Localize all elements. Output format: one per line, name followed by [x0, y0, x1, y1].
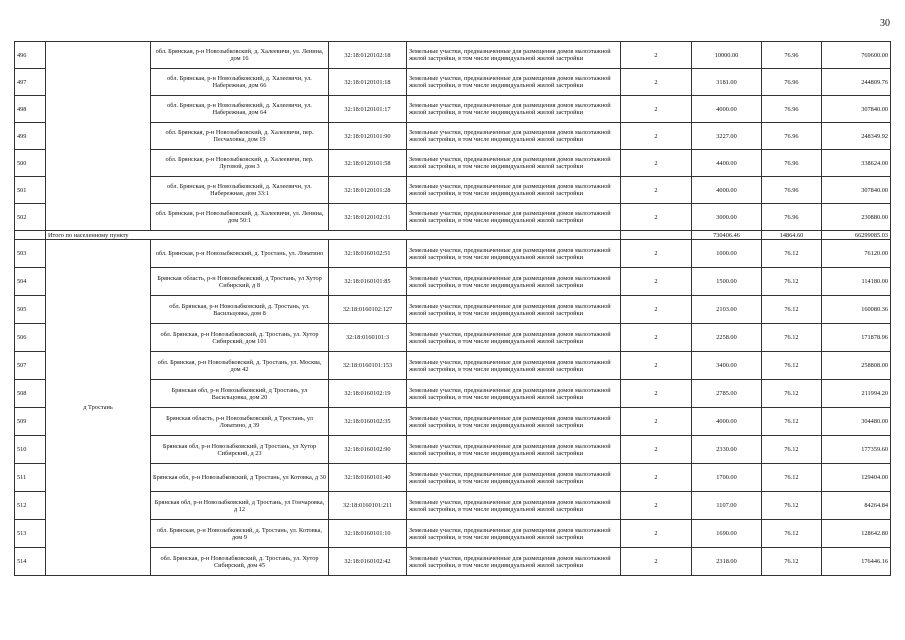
category-cell: 2 [621, 380, 692, 408]
rate-cell: 76.12 [762, 352, 822, 380]
address-cell: Брянская обл, р-н Новозыбковский, д Тростань, ул Васильцовка, дом 20 [151, 380, 329, 408]
category-cell: 2 [621, 204, 692, 231]
row-number: 499 [15, 123, 46, 150]
category-cell: 2 [621, 324, 692, 352]
address-cell: Брянская обл, р-н Новозыбковский, д Тростань, ул Котовка, д 30 [151, 464, 329, 492]
rate-cell: 76.96 [762, 150, 822, 177]
land-use-cell: Земельные участки, предназначенные для размещения домов малоэтажной жилой застройки, в том числе индивидуальной жилой застройки [407, 150, 621, 177]
rate-cell: 76.96 [762, 123, 822, 150]
cadastral-number-cell: 32:18:0160102:42 [329, 548, 407, 576]
land-use-cell: Земельные участки, предназначенные для размещения домов малоэтажной жилой застройки, в том числе индивидуальной жилой застройки [407, 380, 621, 408]
rate-cell: 76.96 [762, 42, 822, 69]
land-use-cell: Земельные участки, предназначенные для размещения домов малоэтажной жилой застройки, в том числе индивидуальной жилой застройки [407, 436, 621, 464]
row-number: 502 [15, 204, 46, 231]
land-use-cell: Земельные участки, предназначенные для размещения домов малоэтажной жилой застройки, в том числе индивидуальной жилой застройки [407, 69, 621, 96]
address-cell: обл. Брянская, р-н Новозыбковский, д. Тростань, ул. Васильцовка, дом 8 [151, 296, 329, 324]
table-row [15, 240, 891, 268]
cadastral-number-cell: 32:18:0160101:153 [329, 352, 407, 380]
settlement-name [46, 42, 151, 231]
address-cell: обл. Брянская, р-н Новозыбковский, д. Халеевичи, ул. Набережная, дом 66 [151, 69, 329, 96]
cadastral-number-cell: 32:18:0120101:58 [329, 150, 407, 177]
land-use-cell: Земельные участки, предназначенные для размещения домов малоэтажной жилой застройки, в том числе индивидуальной жилой застройки [407, 296, 621, 324]
rate-cell: 76.96 [762, 204, 822, 231]
area-cell: 4000.00 [692, 408, 762, 436]
area-cell: 3181.00 [692, 69, 762, 96]
cadastral-value-cell: 171878.96 [822, 324, 891, 352]
cadastral-number-cell: 32:18:0120101:18 [329, 69, 407, 96]
rate-cell: 76.12 [762, 240, 822, 268]
area-cell: 4000.00 [692, 177, 762, 204]
cadastral-value-cell: 114180.00 [822, 268, 891, 296]
row-number: 508 [15, 380, 46, 408]
row-number: 498 [15, 96, 46, 123]
rate-cell: 76.12 [762, 520, 822, 548]
area-cell: 10000.00 [692, 42, 762, 69]
land-use-cell: Земельные участки, предназначенные для размещения домов малоэтажной жилой застройки, в том числе индивидуальной жилой застройки [407, 123, 621, 150]
land-use-cell: Земельные участки, предназначенные для размещения домов малоэтажной жилой застройки, в том числе индивидуальной жилой застройки [407, 464, 621, 492]
rate-cell: 76.96 [762, 69, 822, 96]
address-cell: Брянская обл, р-н Новозыбковский, д Тростань, ул Гончаровка, д 12 [151, 492, 329, 520]
table-row [15, 42, 891, 69]
rate-cell: 76.12 [762, 464, 822, 492]
rate-cell: 76.12 [762, 268, 822, 296]
area-cell: 2318.00 [692, 548, 762, 576]
land-use-cell: Земельные участки, предназначенные для размещения домов малоэтажной жилой застройки, в том числе индивидуальной жилой застройки [407, 492, 621, 520]
address-cell: Брянская область, р-н Новозыбковский, д Тростань, ул Ловатино, д 39 [151, 408, 329, 436]
cadastral-value-cell: 307840.00 [822, 96, 891, 123]
row-number: 501 [15, 177, 46, 204]
area-cell: 1107.00 [692, 492, 762, 520]
cadastral-value-cell: 76120.00 [822, 240, 891, 268]
land-registry-table [14, 41, 891, 576]
land-use-cell: Земельные участки, предназначенные для размещения домов малоэтажной жилой застройки, в том числе индивидуальной жилой застройки [407, 42, 621, 69]
category-cell: 2 [621, 150, 692, 177]
address-cell: обл. Брянская, р-н Новозыбковский, д. Халеевичи, ул. Набережная, дом 64 [151, 96, 329, 123]
area-cell: 4000.00 [692, 96, 762, 123]
category-cell: 2 [621, 436, 692, 464]
cadastral-number-cell: 32:18:0160102:90 [329, 436, 407, 464]
row-number: 496 [15, 42, 46, 69]
cadastral-value-cell: 128642.80 [822, 520, 891, 548]
address-cell: обл. Брянская, р-н Новозыбковский, д. Халеевичи, пер. Песчаховка, дом 19 [151, 123, 329, 150]
address-cell: обл. Брянская, р-н Новозыбковский, д. Тростань, ул. Хутор Сибирский, дом 45 [151, 548, 329, 576]
address-cell: обл. Брянская, р-н Новозыбковский, д. Тростань, ул. Ловатино [151, 240, 329, 268]
address-cell: обл. Брянская, р-н Новозыбковский, д. Тростань, ул. Котовка, дом 9 [151, 520, 329, 548]
land-use-cell: Земельные участки, предназначенные для размещения домов малоэтажной жилой застройки, в том числе индивидуальной жилой застройки [407, 324, 621, 352]
cadastral-value-cell: 129404.00 [822, 464, 891, 492]
cadastral-number-cell: 32:18:0160102:127 [329, 296, 407, 324]
page-number: 30 [880, 18, 890, 29]
cadastral-value-cell: 338624.00 [822, 150, 891, 177]
total-spacer [15, 231, 46, 240]
land-use-cell: Земельные участки, предназначенные для размещения домов малоэтажной жилой застройки, в том числе индивидуальной жилой застройки [407, 268, 621, 296]
cadastral-value-cell: 248349.92 [822, 123, 891, 150]
cadastral-value-cell: 176446.16 [822, 548, 891, 576]
land-use-cell: Земельные участки, предназначенные для размещения домов малоэтажной жилой застройки, в том числе индивидуальной жилой застройки [407, 408, 621, 436]
rate-cell: 76.12 [762, 492, 822, 520]
cadastral-value-cell: 177359.60 [822, 436, 891, 464]
area-cell: 2103.00 [692, 296, 762, 324]
cadastral-value-cell: 230880.00 [822, 204, 891, 231]
area-cell: 4400.00 [692, 150, 762, 177]
total-empty [621, 231, 692, 240]
rate-cell: 76.96 [762, 177, 822, 204]
rate-cell: 76.96 [762, 96, 822, 123]
table-body [15, 42, 891, 576]
row-number: 500 [15, 150, 46, 177]
row-number: 513 [15, 520, 46, 548]
land-use-cell: Земельные участки, предназначенные для размещения домов малоэтажной жилой застройки, в том числе индивидуальной жилой застройки [407, 548, 621, 576]
cadastral-value-cell: 769600.00 [822, 42, 891, 69]
category-cell: 2 [621, 69, 692, 96]
rate-cell: 76.12 [762, 324, 822, 352]
area-cell: 1700.00 [692, 464, 762, 492]
area-cell: 1500.00 [692, 268, 762, 296]
cadastral-number-cell: 32:18:0160101:211 [329, 492, 407, 520]
cadastral-number-cell: 32:18:0120101:28 [329, 177, 407, 204]
land-use-cell: Земельные участки, предназначенные для размещения домов малоэтажной жилой застройки, в том числе индивидуальной жилой застройки [407, 177, 621, 204]
cadastral-value-cell: 258808.00 [822, 352, 891, 380]
category-cell: 2 [621, 177, 692, 204]
address-cell: обл. Брянская, р-н Новозыбковский, д. Халеевичи, ул. Набережная, дом 33:1 [151, 177, 329, 204]
area-cell: 3400.00 [692, 352, 762, 380]
cadastral-number-cell: 32:18:0160101:3 [329, 324, 407, 352]
category-cell: 2 [621, 123, 692, 150]
row-number: 505 [15, 296, 46, 324]
row-number: 504 [15, 268, 46, 296]
total-area: 730406.46 [692, 231, 762, 240]
category-cell: 2 [621, 352, 692, 380]
cadastral-number-cell: 32:18:0120102:31 [329, 204, 407, 231]
area-cell: 1000.00 [692, 240, 762, 268]
row-number: 509 [15, 408, 46, 436]
cadastral-value-cell: 160080.36 [822, 296, 891, 324]
land-use-cell: Земельные участки, предназначенные для размещения домов малоэтажной жилой застройки, в том числе индивидуальной жилой застройки [407, 520, 621, 548]
row-number: 511 [15, 464, 46, 492]
cadastral-value-cell: 304480.00 [822, 408, 891, 436]
area-cell: 3227.00 [692, 123, 762, 150]
land-use-cell: Земельные участки, предназначенные для размещения домов малоэтажной жилой застройки, в том числе индивидуальной жилой застройки [407, 352, 621, 380]
cadastral-number-cell: 32:18:0160101:40 [329, 464, 407, 492]
cadastral-number-cell: 32:18:0160102:35 [329, 408, 407, 436]
category-cell: 2 [621, 520, 692, 548]
category-cell: 2 [621, 240, 692, 268]
total-row [15, 231, 891, 240]
area-cell: 1690.00 [692, 520, 762, 548]
address-cell: обл. Брянская, р-н Новозыбковский, д. Халеевичи, ул. Ленина, дом 16 [151, 42, 329, 69]
cadastral-number-cell: 32:18:0160101:85 [329, 268, 407, 296]
cadastral-number-cell: 32:18:0120101:90 [329, 123, 407, 150]
row-number: 497 [15, 69, 46, 96]
row-number: 510 [15, 436, 46, 464]
address-cell: обл. Брянская, р-н Новозыбковский, д. Халеевичи, пер. Луговой, дом 3 [151, 150, 329, 177]
rate-cell: 76.12 [762, 296, 822, 324]
category-cell: 2 [621, 548, 692, 576]
row-number: 506 [15, 324, 46, 352]
category-cell: 2 [621, 296, 692, 324]
cadastral-value-cell: 211994.20 [822, 380, 891, 408]
land-use-cell: Земельные участки, предназначенные для размещения домов малоэтажной жилой застройки, в том числе индивидуальной жилой застройки [407, 96, 621, 123]
cadastral-number-cell: 32:18:0120101:17 [329, 96, 407, 123]
land-use-cell: Земельные участки, предназначенные для размещения домов малоэтажной жилой застройки, в том числе индивидуальной жилой застройки [407, 240, 621, 268]
category-cell: 2 [621, 408, 692, 436]
address-cell: обл. Брянская, р-н Новозыбковский, д. Халеевичи, ул. Ленина, дом 50:1 [151, 204, 329, 231]
cadastral-value-cell: 244809.76 [822, 69, 891, 96]
category-cell: 2 [621, 42, 692, 69]
category-cell: 2 [621, 492, 692, 520]
row-number: 514 [15, 548, 46, 576]
row-number: 503 [15, 240, 46, 268]
row-number: 512 [15, 492, 46, 520]
address-cell: обл. Брянская, р-н Новозыбковский, д. Тростань, ул. Москва, дом 42 [151, 352, 329, 380]
row-number: 507 [15, 352, 46, 380]
cadastral-number-cell: 32:18:0160101:10 [329, 520, 407, 548]
area-cell: 2258.00 [692, 324, 762, 352]
total-value: 66299085.03 [822, 231, 891, 240]
rate-cell: 76.12 [762, 548, 822, 576]
address-cell: обл. Брянская, р-н Новозыбковский, д. Тростань, ул. Хутор Сибирский, дом 101 [151, 324, 329, 352]
rate-cell: 76.12 [762, 380, 822, 408]
total-label: Итого по населенному пункту [46, 231, 621, 240]
category-cell: 2 [621, 464, 692, 492]
address-cell: Брянская обл, р-н Новозыбковский, д Тростань, ул Хутор Сибирский, д 23 [151, 436, 329, 464]
address-cell: Брянская область, р-н Новозыбковский, д Тростань, ул Хутор Сибирский, д 8 [151, 268, 329, 296]
land-use-cell: Земельные участки, предназначенные для размещения домов малоэтажной жилой застройки, в том числе индивидуальной жилой застройки [407, 204, 621, 231]
category-cell: 2 [621, 268, 692, 296]
cadastral-value-cell: 84264.84 [822, 492, 891, 520]
settlement-name: д Тростань [46, 240, 151, 576]
cadastral-number-cell: 32:18:0160102:19 [329, 380, 407, 408]
rate-cell: 76.12 [762, 436, 822, 464]
rate-cell: 76.12 [762, 408, 822, 436]
cadastral-value-cell: 307840.00 [822, 177, 891, 204]
category-cell: 2 [621, 96, 692, 123]
total-rate: 14864.60 [762, 231, 822, 240]
cadastral-number-cell: 32:18:0120102:18 [329, 42, 407, 69]
area-cell: 3000.00 [692, 204, 762, 231]
cadastral-number-cell: 32:18:0160102:51 [329, 240, 407, 268]
area-cell: 2785.00 [692, 380, 762, 408]
area-cell: 2330.00 [692, 436, 762, 464]
